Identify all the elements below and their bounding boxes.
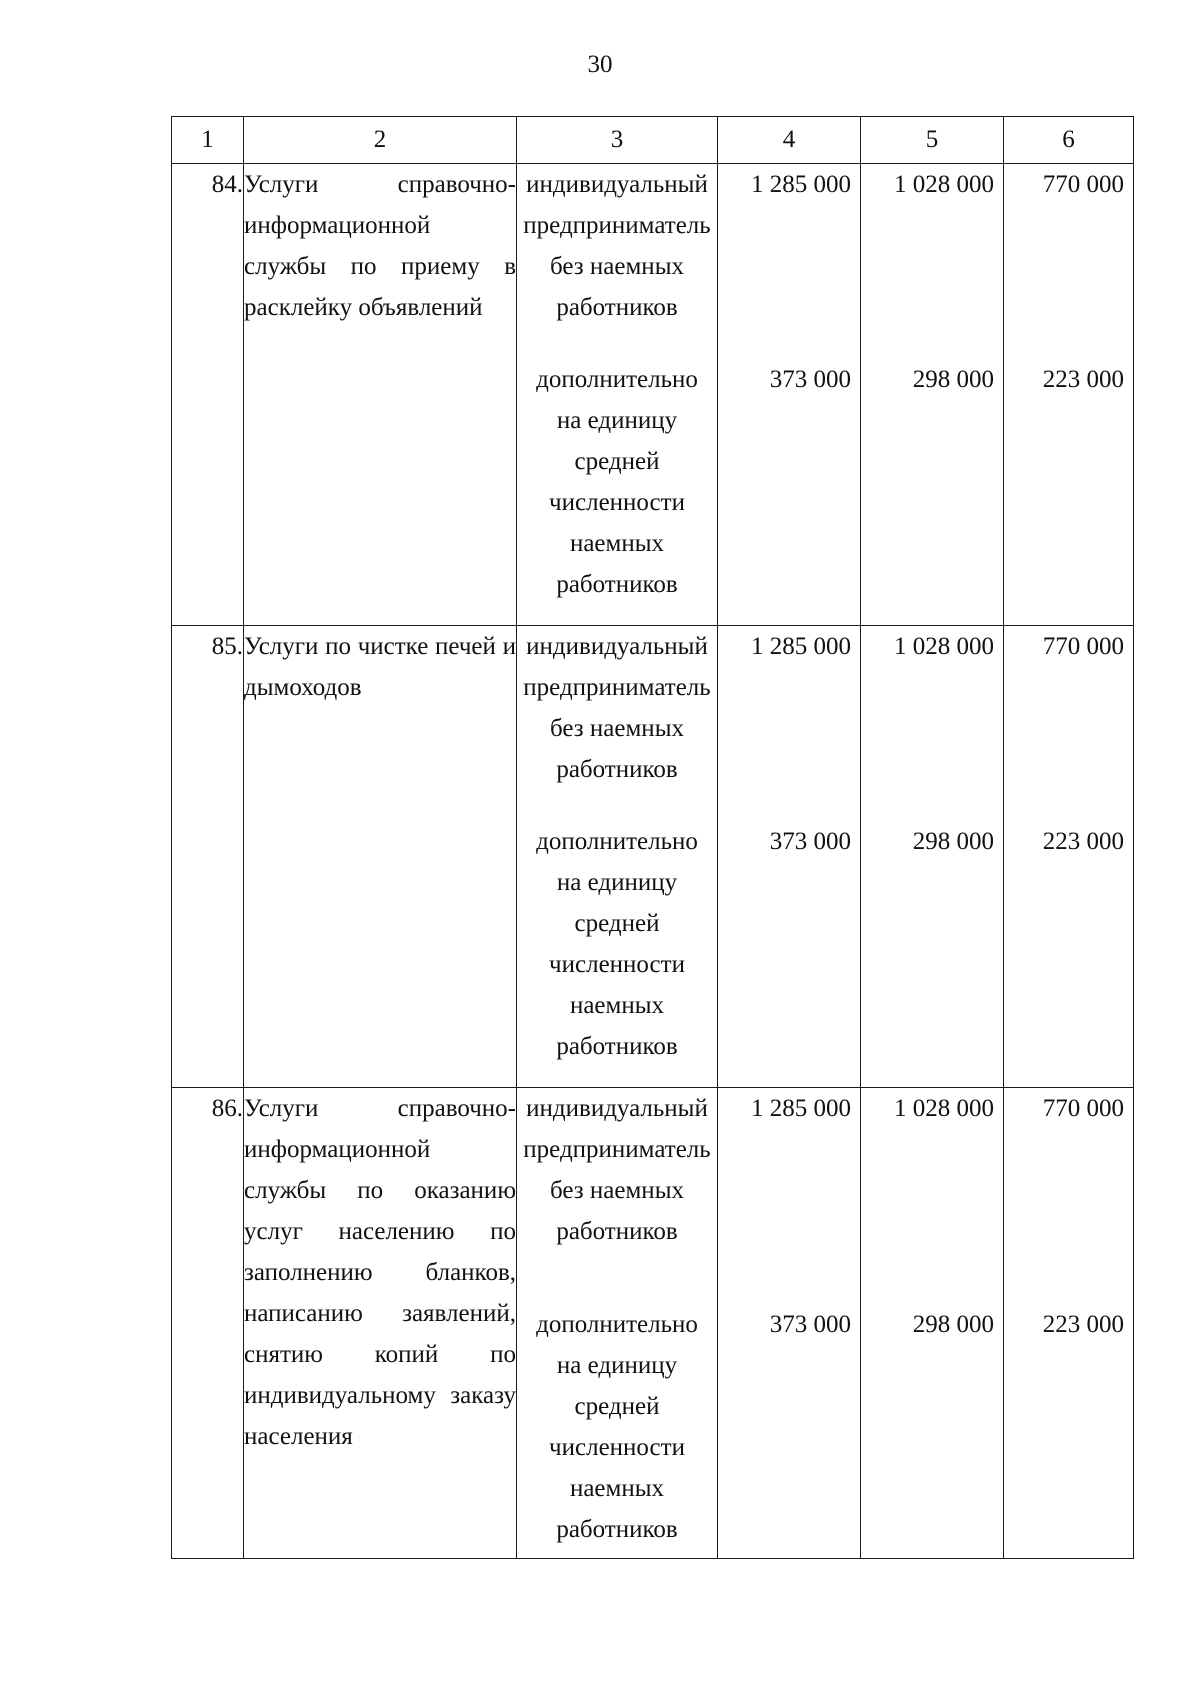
column-header: 4 <box>718 117 861 164</box>
table-row <box>172 626 1134 1088</box>
rates-table <box>171 116 1134 1559</box>
subject-label: дополнительно на единицу средней численности наемных работников <box>536 828 698 1060</box>
subject-cell <box>517 164 718 626</box>
value: 373 000 <box>769 828 851 855</box>
value: 373 000 <box>769 1311 851 1338</box>
subject-entry <box>517 164 717 354</box>
subject-label: дополнительно на единицу средней численности наемных работников <box>536 366 698 598</box>
page-number: 30 <box>587 51 613 78</box>
value: 1 028 000 <box>894 1095 994 1122</box>
value-cell-col5 <box>861 1088 1004 1559</box>
row-number: 85. <box>172 626 244 1088</box>
value-cell-col6 <box>1004 164 1134 626</box>
table-row <box>172 164 1134 626</box>
value: 770 000 <box>1042 171 1124 198</box>
column-header: 1 <box>172 117 244 164</box>
value-cell-col4 <box>718 164 861 626</box>
value-cell-col4 <box>718 626 861 1088</box>
value: 298 000 <box>912 366 994 393</box>
value-cell-col6 <box>1004 1088 1134 1559</box>
subject-entry <box>517 1304 717 1550</box>
subject-cell <box>517 626 718 1088</box>
column-header: 2 <box>244 117 517 164</box>
value: 298 000 <box>912 1311 994 1338</box>
value: 373 000 <box>769 366 851 393</box>
value: 1 028 000 <box>894 171 994 198</box>
value-cell-col5 <box>861 164 1004 626</box>
service-name-cell <box>244 626 517 1088</box>
value: 223 000 <box>1042 1311 1124 1338</box>
subject-label: индивидуальный предприниматель без наемных работников <box>523 633 711 783</box>
row-number: 84. <box>172 164 244 626</box>
subject-cell <box>517 1088 718 1559</box>
subject-label: индивидуальный предприниматель без наемных работников <box>523 1095 711 1245</box>
value: 770 000 <box>1042 1095 1124 1122</box>
value: 223 000 <box>1042 366 1124 393</box>
service-name: Услуги по чистке печей и дымоходов <box>244 633 516 701</box>
row-number: 86. <box>172 1088 244 1559</box>
service-name: Услуги справочно-информационной службы по приему в расклейку объявлений <box>244 171 516 321</box>
subject-label: дополнительно на единицу средней численности наемных работников <box>536 1311 698 1543</box>
value: 298 000 <box>912 828 994 855</box>
value: 1 285 000 <box>751 633 851 660</box>
value: 770 000 <box>1042 633 1124 660</box>
table-row <box>172 1088 1134 1559</box>
table-header-row <box>172 117 1134 164</box>
value: 1 285 000 <box>751 171 851 198</box>
column-header: 6 <box>1004 117 1134 164</box>
value-cell-col6 <box>1004 626 1134 1088</box>
column-header: 5 <box>861 117 1004 164</box>
value: 1 028 000 <box>894 633 994 660</box>
column-header: 3 <box>517 117 718 164</box>
value: 223 000 <box>1042 828 1124 855</box>
value-cell-col4 <box>718 1088 861 1559</box>
subject-entry <box>517 626 717 816</box>
subject-entry <box>517 1088 717 1292</box>
value: 1 285 000 <box>751 1095 851 1122</box>
subject-entry <box>517 821 717 1067</box>
service-name-cell <box>244 164 517 626</box>
service-name-cell <box>244 1088 517 1559</box>
service-name: Услуги справочно-информационной службы по оказанию услуг населению по заполнению бланков, написанию заявлений, снятию копий по индивидуальному заказу населения <box>244 1095 516 1450</box>
subject-label: индивидуальный предприниматель без наемных работников <box>523 171 711 321</box>
subject-entry <box>517 359 717 605</box>
value-cell-col5 <box>861 626 1004 1088</box>
